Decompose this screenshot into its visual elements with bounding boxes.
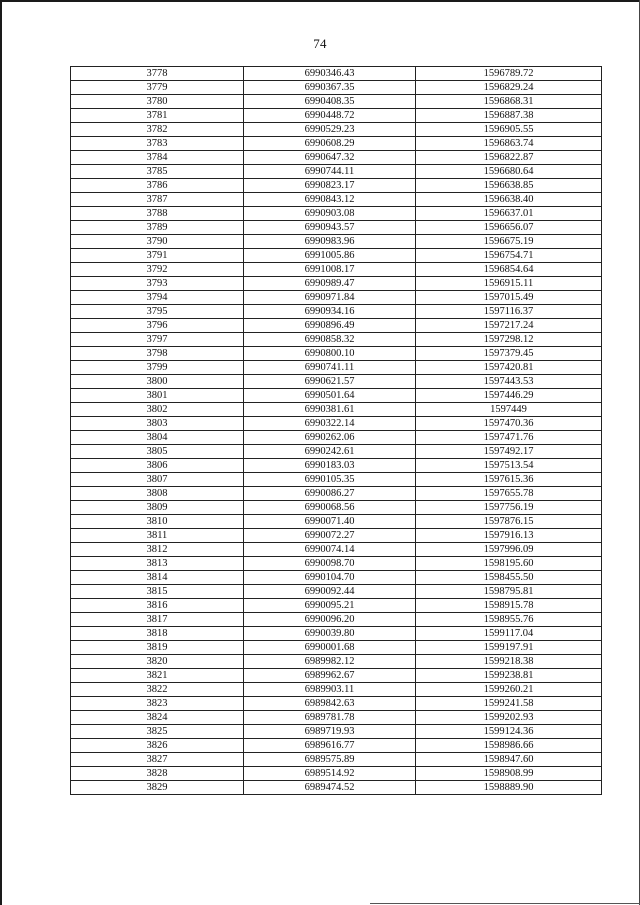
y-coordinate-cell: 1596754.71 — [416, 249, 602, 263]
y-coordinate-cell: 1598908.99 — [416, 767, 602, 781]
x-coordinate-cell: 6990322.14 — [244, 417, 416, 431]
point-number-cell: 3781 — [71, 109, 244, 123]
point-number-cell: 3800 — [71, 375, 244, 389]
point-number-cell: 3820 — [71, 655, 244, 669]
table-row — [71, 207, 602, 221]
y-coordinate-cell: 1597449 — [416, 403, 602, 417]
point-number-cell: 3819 — [71, 641, 244, 655]
y-coordinate-cell: 1596829.24 — [416, 81, 602, 95]
table-row — [71, 81, 602, 95]
x-coordinate-cell: 6990039.80 — [244, 627, 416, 641]
y-coordinate-cell: 1597756.19 — [416, 501, 602, 515]
x-coordinate-cell: 6990934.16 — [244, 305, 416, 319]
table-row — [71, 641, 602, 655]
y-coordinate-cell: 1596887.38 — [416, 109, 602, 123]
x-coordinate-cell: 6990896.49 — [244, 319, 416, 333]
point-number-cell: 3824 — [71, 711, 244, 725]
table-row — [71, 151, 602, 165]
y-coordinate-cell: 1599197.91 — [416, 641, 602, 655]
table-row — [71, 515, 602, 529]
point-number-cell: 3814 — [71, 571, 244, 585]
y-coordinate-cell: 1598195.60 — [416, 557, 602, 571]
x-coordinate-cell: 6990744.11 — [244, 165, 416, 179]
x-coordinate-cell: 6990072.27 — [244, 529, 416, 543]
point-number-cell: 3821 — [71, 669, 244, 683]
point-number-cell: 3810 — [71, 515, 244, 529]
x-coordinate-cell: 6990098.70 — [244, 557, 416, 571]
table-row — [71, 627, 602, 641]
point-number-cell: 3802 — [71, 403, 244, 417]
y-coordinate-cell: 1597615.36 — [416, 473, 602, 487]
table-row — [71, 655, 602, 669]
y-coordinate-cell: 1596637.01 — [416, 207, 602, 221]
x-coordinate-cell: 6990858.32 — [244, 333, 416, 347]
x-coordinate-cell: 6989616.77 — [244, 739, 416, 753]
point-number-cell: 3788 — [71, 207, 244, 221]
table-row — [71, 347, 602, 361]
table-row — [71, 291, 602, 305]
x-coordinate-cell: 6989962.67 — [244, 669, 416, 683]
point-number-cell: 3825 — [71, 725, 244, 739]
x-coordinate-cell: 6990529.23 — [244, 123, 416, 137]
point-number-cell: 3779 — [71, 81, 244, 95]
table-row — [71, 725, 602, 739]
coordinates-table — [70, 66, 602, 795]
x-coordinate-cell: 6990381.61 — [244, 403, 416, 417]
table-row — [71, 249, 602, 263]
point-number-cell: 3797 — [71, 333, 244, 347]
x-coordinate-cell: 6990242.61 — [244, 445, 416, 459]
y-coordinate-cell: 1597116.37 — [416, 305, 602, 319]
table-row — [71, 277, 602, 291]
y-coordinate-cell: 1597379.45 — [416, 347, 602, 361]
table-row — [71, 697, 602, 711]
x-coordinate-cell: 6990092.44 — [244, 585, 416, 599]
x-coordinate-cell: 6990346.43 — [244, 67, 416, 81]
x-coordinate-cell: 6989781.78 — [244, 711, 416, 725]
y-coordinate-cell: 1599260.21 — [416, 683, 602, 697]
table-row — [71, 431, 602, 445]
table-row — [71, 193, 602, 207]
x-coordinate-cell: 6990501.64 — [244, 389, 416, 403]
x-coordinate-cell: 6989842.63 — [244, 697, 416, 711]
table-row — [71, 263, 602, 277]
y-coordinate-cell: 1596656.07 — [416, 221, 602, 235]
table-row — [71, 417, 602, 431]
x-coordinate-cell: 6990983.96 — [244, 235, 416, 249]
x-coordinate-cell: 6990071.40 — [244, 515, 416, 529]
point-number-cell: 3812 — [71, 543, 244, 557]
y-coordinate-cell: 1598915.78 — [416, 599, 602, 613]
point-number-cell: 3793 — [71, 277, 244, 291]
x-coordinate-cell: 6990074.14 — [244, 543, 416, 557]
table-row — [71, 599, 602, 613]
x-coordinate-cell: 6990448.72 — [244, 109, 416, 123]
point-number-cell: 3799 — [71, 361, 244, 375]
y-coordinate-cell: 1596680.64 — [416, 165, 602, 179]
x-coordinate-cell: 6990903.08 — [244, 207, 416, 221]
y-coordinate-cell: 1597876.15 — [416, 515, 602, 529]
table-row — [71, 473, 602, 487]
table-row — [71, 543, 602, 557]
x-coordinate-cell: 6990408.35 — [244, 95, 416, 109]
point-number-cell: 3785 — [71, 165, 244, 179]
point-number-cell: 3791 — [71, 249, 244, 263]
y-coordinate-cell: 1598889.90 — [416, 781, 602, 795]
point-number-cell: 3813 — [71, 557, 244, 571]
scan-edge-top — [0, 0, 640, 2]
y-coordinate-cell: 1599241.58 — [416, 697, 602, 711]
y-coordinate-cell: 1597443.53 — [416, 375, 602, 389]
table-row — [71, 669, 602, 683]
y-coordinate-cell: 1599218.38 — [416, 655, 602, 669]
table-row — [71, 95, 602, 109]
point-number-cell: 3784 — [71, 151, 244, 165]
point-number-cell: 3818 — [71, 627, 244, 641]
table-row — [71, 501, 602, 515]
point-number-cell: 3806 — [71, 459, 244, 473]
point-number-cell: 3794 — [71, 291, 244, 305]
table-row — [71, 319, 602, 333]
table-row — [71, 305, 602, 319]
point-number-cell: 3792 — [71, 263, 244, 277]
table-row — [71, 557, 602, 571]
x-coordinate-cell: 6990096.20 — [244, 613, 416, 627]
table-row — [71, 613, 602, 627]
x-coordinate-cell: 6990104.70 — [244, 571, 416, 585]
point-number-cell: 3778 — [71, 67, 244, 81]
point-number-cell: 3828 — [71, 767, 244, 781]
y-coordinate-cell: 1596638.40 — [416, 193, 602, 207]
x-coordinate-cell: 6990800.10 — [244, 347, 416, 361]
point-number-cell: 3786 — [71, 179, 244, 193]
y-coordinate-cell: 1597513.54 — [416, 459, 602, 473]
point-number-cell: 3816 — [71, 599, 244, 613]
point-number-cell: 3790 — [71, 235, 244, 249]
x-coordinate-cell: 6989575.89 — [244, 753, 416, 767]
table-row — [71, 221, 602, 235]
point-number-cell: 3822 — [71, 683, 244, 697]
table-row — [71, 389, 602, 403]
point-number-cell: 3805 — [71, 445, 244, 459]
y-coordinate-cell: 1599202.93 — [416, 711, 602, 725]
point-number-cell: 3829 — [71, 781, 244, 795]
y-coordinate-cell: 1597015.49 — [416, 291, 602, 305]
x-coordinate-cell: 6990367.35 — [244, 81, 416, 95]
table-row — [71, 781, 602, 795]
y-coordinate-cell: 1596638.85 — [416, 179, 602, 193]
y-coordinate-cell: 1598455.50 — [416, 571, 602, 585]
y-coordinate-cell: 1597916.13 — [416, 529, 602, 543]
y-coordinate-cell: 1596854.64 — [416, 263, 602, 277]
y-coordinate-cell: 1597470.36 — [416, 417, 602, 431]
coordinates-table-body — [71, 67, 602, 795]
point-number-cell: 3823 — [71, 697, 244, 711]
point-number-cell: 3780 — [71, 95, 244, 109]
x-coordinate-cell: 6991005.86 — [244, 249, 416, 263]
x-coordinate-cell: 6989514.92 — [244, 767, 416, 781]
scan-edge-bottom — [370, 903, 640, 904]
y-coordinate-cell: 1596905.55 — [416, 123, 602, 137]
x-coordinate-cell: 6990608.29 — [244, 137, 416, 151]
y-coordinate-cell: 1596822.87 — [416, 151, 602, 165]
page-number: 74 — [313, 36, 327, 51]
y-coordinate-cell: 1599238.81 — [416, 669, 602, 683]
point-number-cell: 3798 — [71, 347, 244, 361]
y-coordinate-cell: 1598795.81 — [416, 585, 602, 599]
y-coordinate-cell: 1598986.66 — [416, 739, 602, 753]
y-coordinate-cell: 1597655.78 — [416, 487, 602, 501]
point-number-cell: 3827 — [71, 753, 244, 767]
point-number-cell: 3808 — [71, 487, 244, 501]
table-row — [71, 179, 602, 193]
table-row — [71, 487, 602, 501]
point-number-cell: 3803 — [71, 417, 244, 431]
point-number-cell: 3787 — [71, 193, 244, 207]
table-row — [71, 459, 602, 473]
point-number-cell: 3804 — [71, 431, 244, 445]
x-coordinate-cell: 6990068.56 — [244, 501, 416, 515]
x-coordinate-cell: 6990095.21 — [244, 599, 416, 613]
x-coordinate-cell: 6990262.06 — [244, 431, 416, 445]
table-row — [71, 109, 602, 123]
x-coordinate-cell: 6989903.11 — [244, 683, 416, 697]
point-number-cell: 3826 — [71, 739, 244, 753]
point-number-cell: 3795 — [71, 305, 244, 319]
y-coordinate-cell: 1596789.72 — [416, 67, 602, 81]
table-row — [71, 739, 602, 753]
point-number-cell: 3815 — [71, 585, 244, 599]
x-coordinate-cell: 6989982.12 — [244, 655, 416, 669]
y-coordinate-cell: 1596863.74 — [416, 137, 602, 151]
x-coordinate-cell: 6990621.57 — [244, 375, 416, 389]
x-coordinate-cell: 6989474.52 — [244, 781, 416, 795]
scan-edge-left — [0, 0, 2, 905]
x-coordinate-cell: 6990001.68 — [244, 641, 416, 655]
table-row — [71, 361, 602, 375]
y-coordinate-cell: 1597298.12 — [416, 333, 602, 347]
table-row — [71, 585, 602, 599]
point-number-cell: 3782 — [71, 123, 244, 137]
table-row — [71, 711, 602, 725]
y-coordinate-cell: 1599117.04 — [416, 627, 602, 641]
y-coordinate-cell: 1597471.76 — [416, 431, 602, 445]
x-coordinate-cell: 6990943.57 — [244, 221, 416, 235]
table-row — [71, 137, 602, 151]
table-row — [71, 123, 602, 137]
y-coordinate-cell: 1599124.36 — [416, 725, 602, 739]
y-coordinate-cell: 1597492.17 — [416, 445, 602, 459]
point-number-cell: 3807 — [71, 473, 244, 487]
point-number-cell: 3801 — [71, 389, 244, 403]
x-coordinate-cell: 6991008.17 — [244, 263, 416, 277]
x-coordinate-cell: 6990183.03 — [244, 459, 416, 473]
x-coordinate-cell: 6990843.12 — [244, 193, 416, 207]
y-coordinate-cell: 1597996.09 — [416, 543, 602, 557]
table-row — [71, 683, 602, 697]
table-row — [71, 767, 602, 781]
y-coordinate-cell: 1597446.29 — [416, 389, 602, 403]
point-number-cell: 3796 — [71, 319, 244, 333]
y-coordinate-cell: 1596868.31 — [416, 95, 602, 109]
table-row — [71, 753, 602, 767]
x-coordinate-cell: 6990086.27 — [244, 487, 416, 501]
table-row — [71, 375, 602, 389]
table-row — [71, 403, 602, 417]
point-number-cell: 3783 — [71, 137, 244, 151]
table-row — [71, 529, 602, 543]
point-number-cell: 3817 — [71, 613, 244, 627]
x-coordinate-cell: 6990971.84 — [244, 291, 416, 305]
y-coordinate-cell: 1598955.76 — [416, 613, 602, 627]
table-row — [71, 333, 602, 347]
table-row — [71, 235, 602, 249]
x-coordinate-cell: 6990989.47 — [244, 277, 416, 291]
table-row — [71, 445, 602, 459]
y-coordinate-cell: 1597217.24 — [416, 319, 602, 333]
y-coordinate-cell: 1596675.19 — [416, 235, 602, 249]
x-coordinate-cell: 6989719.93 — [244, 725, 416, 739]
point-number-cell: 3811 — [71, 529, 244, 543]
x-coordinate-cell: 6990741.11 — [244, 361, 416, 375]
x-coordinate-cell: 6990823.17 — [244, 179, 416, 193]
point-number-cell: 3789 — [71, 221, 244, 235]
table-row — [71, 67, 602, 81]
table-row — [71, 165, 602, 179]
y-coordinate-cell: 1596915.11 — [416, 277, 602, 291]
point-number-cell: 3809 — [71, 501, 244, 515]
x-coordinate-cell: 6990105.35 — [244, 473, 416, 487]
x-coordinate-cell: 6990647.32 — [244, 151, 416, 165]
y-coordinate-cell: 1597420.81 — [416, 361, 602, 375]
table-row — [71, 571, 602, 585]
y-coordinate-cell: 1598947.60 — [416, 753, 602, 767]
